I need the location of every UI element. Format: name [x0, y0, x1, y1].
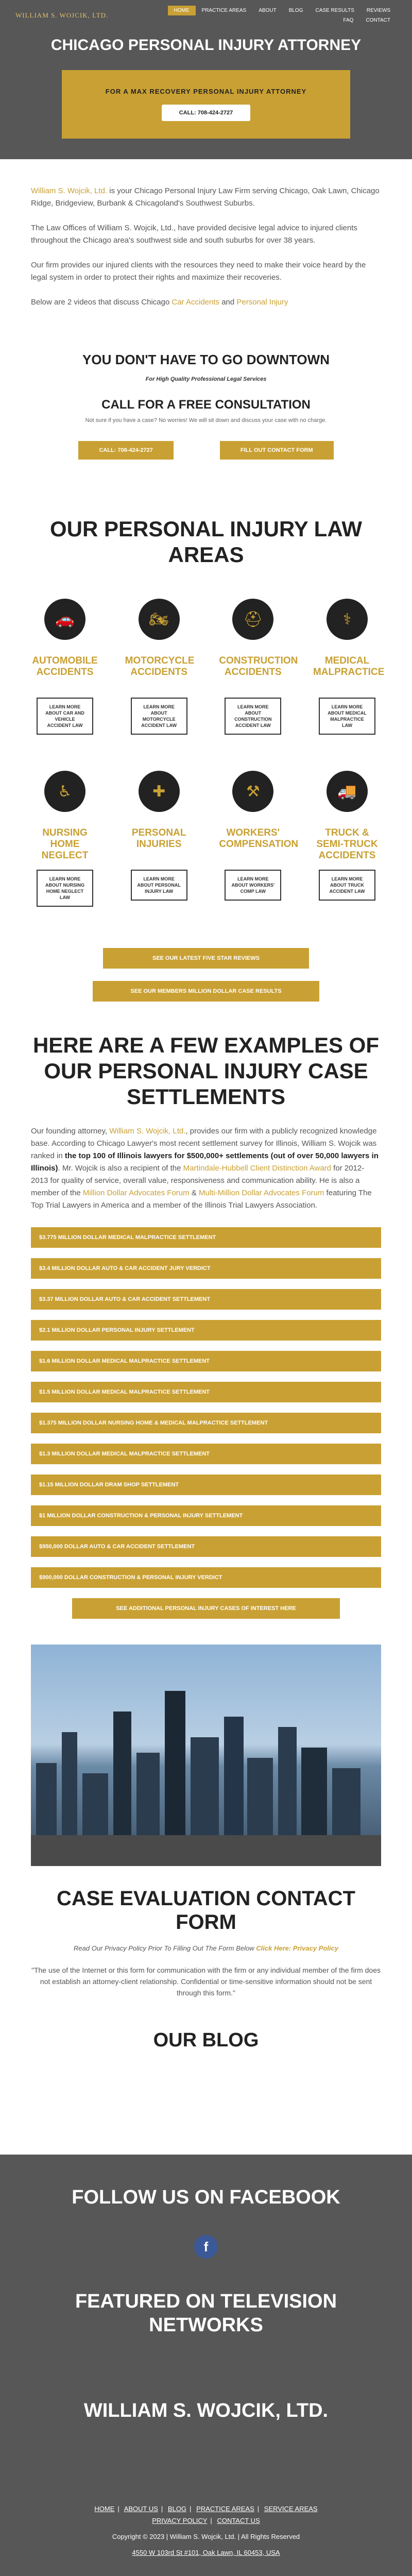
firm-link[interactable]: William S. Wojcik, Ltd.: [31, 187, 108, 195]
top-bar: [0, 0, 412, 31]
footer-link-practice[interactable]: PRACTICE AREAS: [196, 2505, 254, 2513]
settlement-list: [31, 1227, 381, 1588]
area-title: CONSTRUCTION ACCIDENTS: [219, 655, 298, 677]
settlement-item[interactable]: $1.6 MILLION DOLLAR MEDICAL MALPRACTICE SETTLEMENT: [31, 1351, 381, 1371]
area-personal: [125, 771, 193, 907]
settlement-item[interactable]: $1.375 MILLION DOLLAR NURSING HOME & MEDICAL MALPRACTICE SETTLEMENT: [31, 1413, 381, 1433]
body-text: , provides our firm with a publicly recognized knowledge base. According to Chicago Lawyer's most recent settlement survey for Illinois, William S. Wojcik was ranked in: [31, 1127, 377, 1160]
nav-reviews[interactable]: REVIEWS: [366, 8, 390, 13]
footer-link-home[interactable]: HOME: [94, 2505, 115, 2513]
settlement-item[interactable]: $1.15 MILLION DOLLAR DRAM SHOP SETTLEMENT: [31, 1475, 381, 1495]
contact-heading: CASE EVALUATION CONTACT FORM: [57, 1887, 355, 1934]
settlement-item[interactable]: $900,000 DOLLAR CONSTRUCTION & PERSONAL INJURY VERDICT: [31, 1567, 381, 1588]
intro-paragraph-2: The Law Offices of William S. Wojcik, Ltd., have provided decisive legal advice to injured clients throughout the Chicago area's southwest side and south suburbs for over 38 years.: [31, 224, 357, 245]
facebook-icon[interactable]: f: [194, 2235, 218, 2259]
personal-injury-link[interactable]: Personal Injury: [236, 298, 288, 307]
nav-home[interactable]: HOME: [168, 6, 196, 15]
area-title: AUTOMOBILE ACCIDENTS: [32, 655, 98, 677]
privacy-text: Read Our Privacy Policy Prior To Filling Out The Form Below: [74, 1944, 256, 1952]
nav-practice-areas[interactable]: PRACTICE AREAS: [201, 8, 247, 13]
area-nursing: [31, 771, 99, 907]
construction-icon: ⛑: [232, 599, 273, 640]
nav-contact[interactable]: CONTACT: [366, 18, 390, 23]
body-text: . Mr. Wojcik is also a recipient of the: [58, 1164, 183, 1173]
settlements-heading: HERE ARE A FEW EXAMPLES OF OUR PERSONAL INJURY CASE SETTLEMENTS: [32, 1033, 380, 1109]
area-title: PERSONAL INJURIES: [131, 827, 186, 850]
intro-text: Below are 2 videos that discuss Chicago: [31, 298, 172, 307]
million-forum-link[interactable]: Million Dollar Advocates Forum: [82, 1189, 190, 1197]
consultation-heading: CALL FOR A FREE CONSULTATION: [101, 398, 311, 412]
area-learn-more-button[interactable]: LEARN MORE ABOUT CAR AND VEHICLE ACCIDENT LAW: [37, 698, 93, 735]
settlement-item[interactable]: $1.5 MILLION DOLLAR MEDICAL MALPRACTICE SETTLEMENT: [31, 1382, 381, 1402]
nav-blog[interactable]: BLOG: [288, 8, 303, 13]
area-title: MEDICAL MALPRACTICE: [313, 655, 385, 677]
downtown-subheading: For High Quality Professional Legal Services: [145, 376, 267, 382]
nav-faq[interactable]: FAQ: [343, 18, 354, 23]
consultation-note: Not sure if you have a case? No worries! We will sit down and discuss your case with no charge.: [85, 417, 327, 423]
award-link[interactable]: Martindale-Hubbell Client Distinction Award: [183, 1164, 332, 1173]
settlement-item[interactable]: $950,000 DOLLAR AUTO & CAR ACCIDENT SETTLEMENT: [31, 1536, 381, 1557]
multi-million-forum-link[interactable]: Multi-Million Dollar Advocates Forum: [198, 1189, 324, 1197]
injury-icon: ✚: [139, 771, 180, 812]
contact-form-button[interactable]: FILL OUT CONTACT FORM: [220, 441, 334, 460]
intro-text: is your Chicago Personal Injury Law Firm serving Chicago, Oak Lawn, Chicago Ridge, Bridgeview, Burbank & Chicagoland's Southwest Suburbs.: [31, 187, 380, 208]
area-learn-more-button[interactable]: LEARN MORE ABOUT TRUCK ACCIDENT LAW: [319, 870, 375, 901]
privacy-policy-link[interactable]: Click Here: Privacy Policy: [256, 1944, 338, 1952]
footer-link-privacy[interactable]: PRIVACY POLICY: [152, 2517, 208, 2524]
chicago-skyline-image: [31, 1645, 381, 1866]
nav-case-results[interactable]: CASE RESULTS: [315, 8, 354, 13]
body-text: for 2012-2013 for quality of service, overall value, responsiveness and communication ability. He is also a member of the: [31, 1164, 365, 1197]
medical-icon: ⚕: [327, 599, 368, 640]
settlement-item[interactable]: $3.37 MILLION DOLLAR AUTO & CAR ACCIDENT SETTLEMENT: [31, 1289, 381, 1310]
workers-icon: ⚒: [232, 771, 273, 812]
areas-row-2: [15, 771, 397, 907]
privacy-note: [31, 1944, 381, 1952]
million-results-button[interactable]: SEE OUR MEMBERS MILLION DOLLAR CASE RESULTS: [93, 981, 319, 1002]
contact-section: [0, 1866, 412, 1998]
intro-paragraph-1: [31, 185, 381, 210]
practice-areas-section: [0, 460, 412, 1002]
downtown-heading: YOU DON'T HAVE TO GO DOWNTOWN: [82, 352, 330, 367]
cta-text: FOR A MAX RECOVERY PERSONAL INJURY ATTORNEY: [105, 88, 307, 95]
address-link[interactable]: 4550 W 103rd St #101, Oak Lawn, IL 60453, USA: [132, 2549, 280, 2556]
footer-link-service[interactable]: SERVICE AREAS: [264, 2505, 318, 2513]
area-workers: [219, 771, 299, 907]
footer: [0, 2155, 412, 2576]
footer-link-blog[interactable]: BLOG: [167, 2505, 187, 2513]
footer-firm-name: WILLIAM S. WOJCIK, LTD.: [83, 2400, 329, 2421]
hero-banner: [0, 31, 412, 159]
intro-text: and: [219, 298, 237, 307]
body-text: featuring The Top Trial Lawyers in America and a member of the Illinois Trial Lawyers Association.: [31, 1189, 372, 1210]
reviews-button[interactable]: SEE OUR LATEST FIVE STAR REVIEWS: [103, 948, 309, 969]
area-automobile: [31, 599, 99, 735]
cta-box: [62, 70, 350, 139]
facebook-heading: FOLLOW US ON FACEBOOK: [72, 2187, 340, 2208]
ranking-text: the top 100 of Illinois lawyers for $500,000+ settlements (out of over 50,000 lawyers in Illinois): [31, 1151, 379, 1173]
settlement-item[interactable]: $3.775 MILLION DOLLAR MEDICAL MALPRACTICE SETTLEMENT: [31, 1227, 381, 1248]
footer-link-about[interactable]: ABOUT US: [124, 2505, 158, 2513]
area-learn-more-button[interactable]: LEARN MORE ABOUT MEDICAL MALPRACTICE LAW: [319, 698, 375, 735]
blog-heading: OUR BLOG: [153, 2029, 259, 2051]
areas-heading: OUR PERSONAL INJURY LAW AREAS: [50, 517, 362, 567]
area-learn-more-button[interactable]: LEARN MORE ABOUT WORKERS' COMP LAW: [225, 870, 281, 901]
nav-about[interactable]: ABOUT: [259, 8, 277, 13]
area-motorcycle: [125, 599, 193, 735]
area-title: TRUCK & SEMI-TRUCK ACCIDENTS: [316, 827, 378, 861]
attorney-link[interactable]: William S. Wojcik, Ltd.: [109, 1127, 186, 1136]
settlement-item[interactable]: $2.1 MILLION DOLLAR PERSONAL INJURY SETTLEMENT: [31, 1320, 381, 1341]
area-medical: [313, 599, 385, 735]
page-title: CHICAGO PERSONAL INJURY ATTORNEY: [50, 37, 362, 54]
motorcycle-icon: 🏍: [139, 599, 180, 640]
area-title: NURSING HOME NEGLECT: [41, 827, 89, 861]
tv-heading: FEATURED ON TELEVISION NETWORKS: [75, 2291, 337, 2336]
intro-paragraph-3: Our firm provides our injured clients with the resources they need to make their voice heard by the legal system in order to protect their rights and maximize their recoveries.: [31, 261, 366, 282]
main-nav: [149, 6, 397, 25]
settlement-item[interactable]: $3.4 MILLION DOLLAR AUTO & CAR ACCIDENT JURY VERDICT: [31, 1258, 381, 1279]
call-button-2[interactable]: CALL: 708-424-2727: [78, 441, 174, 460]
settlements-intro: [31, 1125, 381, 1212]
road: [31, 1835, 381, 1866]
settlement-item[interactable]: $1 MILLION DOLLAR CONSTRUCTION & PERSONAL INJURY SETTLEMENT: [31, 1505, 381, 1526]
car-accidents-link[interactable]: Car Accidents: [171, 298, 220, 307]
intro-paragraph-4: [31, 296, 381, 309]
truck-icon: 🚚: [327, 771, 368, 812]
call-button[interactable]: CALL: 708-424-2727: [162, 105, 251, 121]
footer-links: HOME | ABOUT US | BLOG | PRACTICE AREAS | SERVICE AREAS PRIVACY POLICY | CONTACT US: [31, 2505, 381, 2524]
body-text: Our founding attorney,: [31, 1127, 110, 1136]
area-truck: [313, 771, 381, 907]
consultation-buttons: [31, 441, 381, 460]
firm-logo[interactable]: WILLIAM S. WOJCIK, LTD.: [15, 11, 109, 19]
nursing-icon: ♿: [44, 771, 85, 812]
copyright: Copyright © 2023 | William S. Wojcik, Ltd. | All Rights Reserved: [112, 2533, 300, 2540]
intro-section: [0, 159, 412, 309]
footer-links-row-2: PRIVACY POLICY | CONTACT US: [152, 2517, 260, 2524]
settlements-section: [0, 1002, 412, 1619]
additional-cases-button[interactable]: SEE ADDITIONAL PERSONAL INJURY CASES OF INTEREST HERE: [72, 1598, 340, 1619]
areas-row-1: [15, 599, 397, 735]
area-learn-more-button[interactable]: LEARN MORE ABOUT PERSONAL INJURY LAW: [131, 870, 187, 901]
body-text: &: [189, 1189, 199, 1197]
area-title: WORKERS' COMPENSATION: [219, 827, 299, 850]
blog-section: [0, 1998, 412, 2155]
consultation-section: [0, 321, 412, 460]
settlement-item[interactable]: $1.3 MILLION DOLLAR MEDICAL MALPRACTICE SETTLEMENT: [31, 1444, 381, 1464]
area-learn-more-button[interactable]: LEARN MORE ABOUT NURSING HOME NEGLECT LAW: [37, 870, 93, 907]
footer-link-contact[interactable]: CONTACT US: [217, 2517, 260, 2524]
car-icon: 🚗: [44, 599, 85, 640]
area-learn-more-button[interactable]: LEARN MORE ABOUT MOTORCYCLE ACCIDENT LAW: [131, 698, 187, 735]
area-title: MOTORCYCLE ACCIDENTS: [125, 655, 195, 677]
area-learn-more-button[interactable]: LEARN MORE ABOUT CONSTRUCTION ACCIDENT LAW: [225, 698, 281, 735]
disclaimer-text: "The use of the Internet or this form for communication with the firm or any individual member of the firm does not establish an attorney-client relationship. Confidential or time-sensitive information should not be sent through this form.": [31, 1966, 381, 1997]
area-construction: [219, 599, 298, 735]
